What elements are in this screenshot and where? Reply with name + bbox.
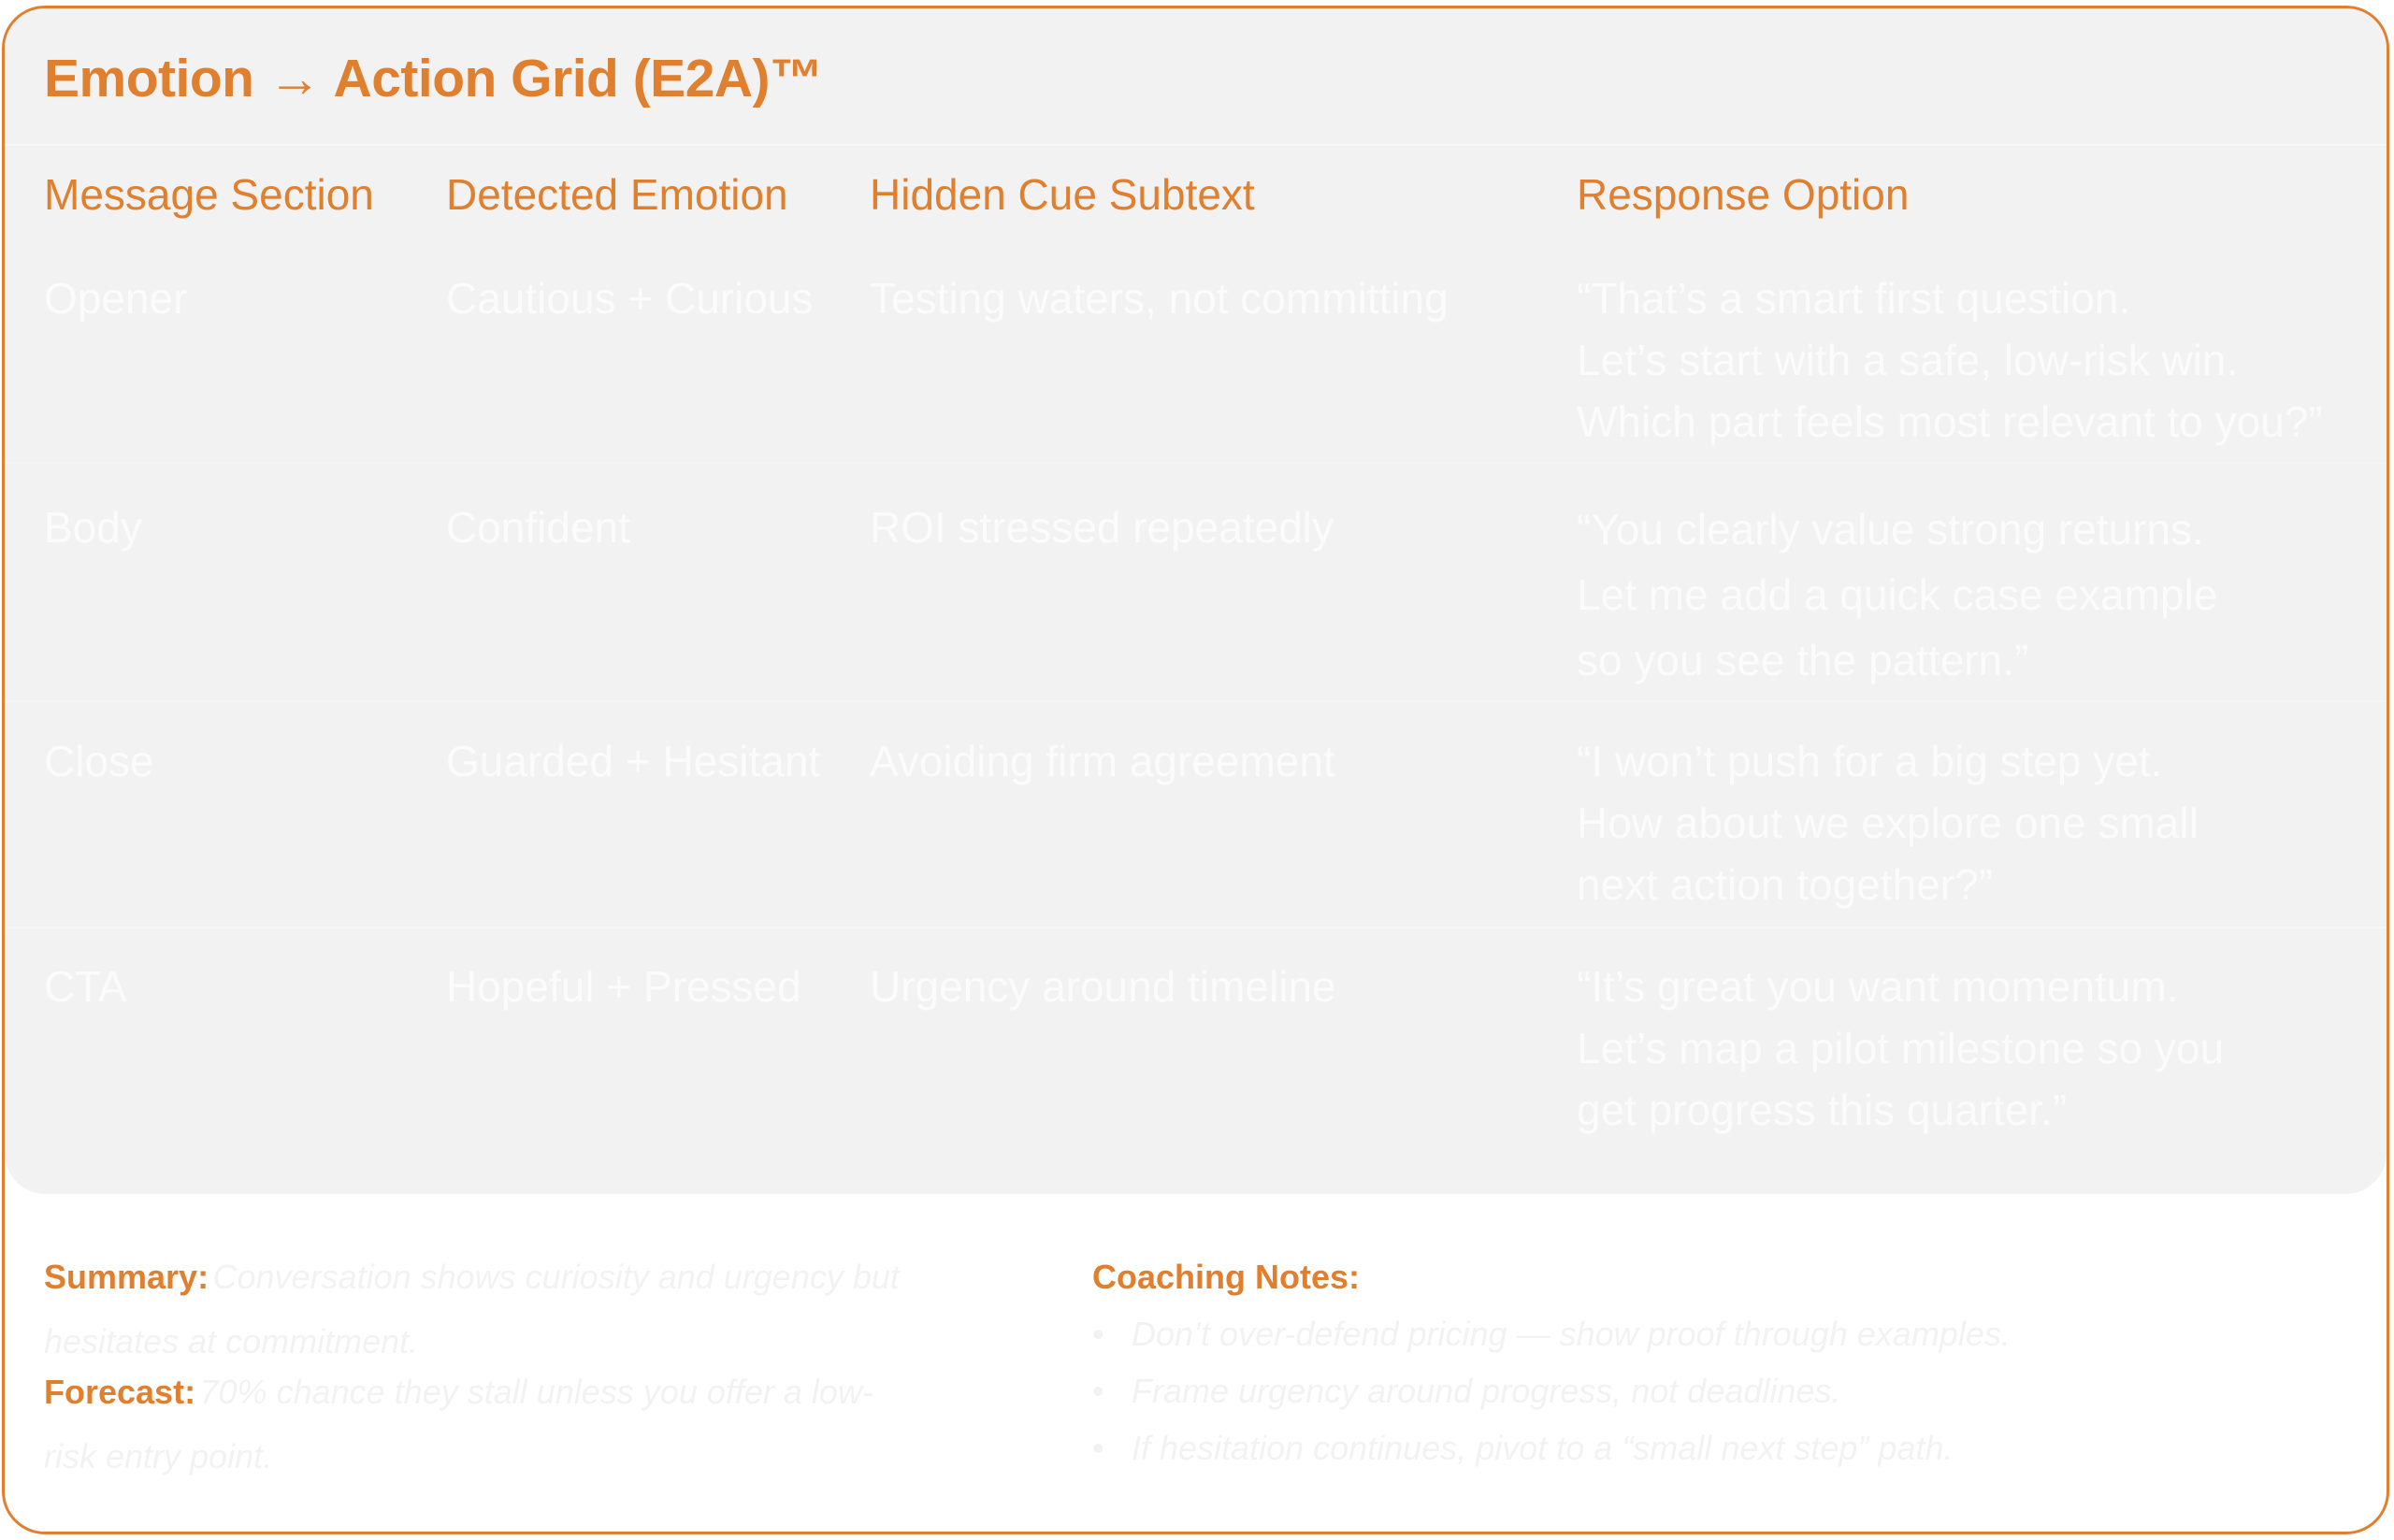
summary-block <box>44 1248 979 1377</box>
row-body-emotion: Confident <box>446 503 630 552</box>
row-opener-section: Opener <box>44 274 188 323</box>
summary-label: Summary: <box>44 1258 209 1296</box>
coaching-note-item: • Frame urgency around progress, not deadlines. <box>1092 1362 2011 1419</box>
row-opener-response: “That’s a smart first question. Let’s start with a safe, low-risk win. Which part feels most relevant to you?” <box>1577 274 2323 446</box>
row-body-cue: ROI stressed repeatedly <box>870 503 1334 552</box>
row-close-emotion: Guarded + Hesitant <box>446 737 821 785</box>
coaching-note-item: • If hesitation continues, pivot to a “small next step” path. <box>1092 1419 2011 1476</box>
coaching-notes-label: Coaching Notes: <box>1092 1258 1361 1296</box>
row-close-section: Close <box>44 737 154 785</box>
row-body-response: “You clearly value strong returns. Let me add a quick case example so you see the pattern.” <box>1577 505 2218 684</box>
row-divider <box>5 700 2387 702</box>
row-opener-cue: Testing waters, not committing <box>870 274 1449 323</box>
summary-text: Conversation shows curiosity and urgency but hesitates at commitment. <box>44 1258 900 1360</box>
forecast-label: Forecast: <box>44 1373 196 1411</box>
row-cta-cue: Urgency around timeline <box>870 962 1336 1011</box>
card-title: Emotion → Action Grid (E2A)™ <box>44 49 823 108</box>
grid-panel <box>5 8 2387 1194</box>
coaching-note-item: • Don’t over-defend pricing — show proof through examples. <box>1092 1305 2011 1362</box>
row-cta-emotion: Hopeful + Pressed <box>446 962 801 1011</box>
column-header-emotion: Detected Emotion <box>446 170 788 219</box>
title-divider <box>5 144 2387 146</box>
row-divider <box>5 462 2387 464</box>
row-opener-emotion: Cautious + Curious <box>446 274 814 323</box>
forecast-text: 70% chance they stall unless you offer a low-risk entry point. <box>44 1373 873 1475</box>
forecast-block <box>44 1363 886 1492</box>
column-header-section: Message Section <box>44 170 374 219</box>
row-cta-section: CTA <box>44 962 127 1011</box>
coaching-notes-list <box>1092 1305 2011 1476</box>
row-divider <box>5 927 2387 928</box>
row-close-cue: Avoiding firm agreement <box>870 737 1335 785</box>
row-cta-response: “It’s great you want momentum. Let’s map a pilot milestone so you get progress this quarter.” <box>1577 962 2225 1134</box>
e2a-card <box>2 6 2389 1534</box>
column-header-cue: Hidden Cue Subtext <box>870 170 1255 219</box>
row-close-response: “I won’t push for a big step yet. How about we explore one small next action together?” <box>1577 737 2199 909</box>
row-body-section: Body <box>44 503 142 552</box>
column-header-response: Response Option <box>1577 170 1910 219</box>
